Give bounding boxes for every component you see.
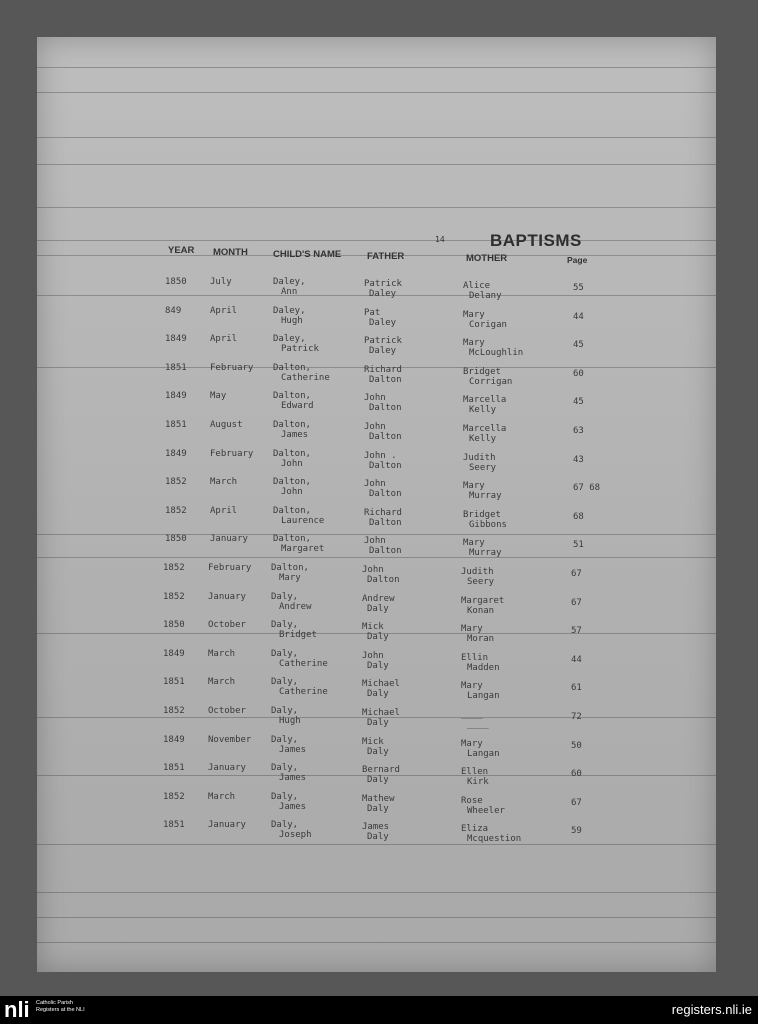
ruled-line	[37, 534, 716, 535]
mother-surname: McLoughlin	[469, 348, 524, 359]
header-child-name: CHILD'S NAME	[273, 249, 342, 260]
father-surname: Daly	[367, 689, 389, 700]
father-surname: Daly	[367, 603, 389, 614]
father-forename: Richard	[364, 364, 402, 375]
year-cell: 1850	[163, 620, 185, 631]
month-cell: August	[210, 420, 243, 430]
page-ref: 67	[571, 569, 582, 579]
ruled-line	[37, 892, 716, 893]
mother-forename: Bridget	[463, 366, 501, 377]
child-forename: James	[281, 430, 309, 440]
mother-surname: Langan	[467, 691, 500, 702]
father-surname: Daly	[367, 632, 389, 643]
header-page: Page	[567, 255, 588, 265]
father-forename: Michael	[362, 708, 400, 718]
mother-forename: Ellin	[461, 652, 489, 663]
month-cell: March	[210, 477, 238, 488]
child-forename: John	[281, 458, 303, 469]
year-cell: 1849	[163, 648, 185, 659]
year-cell: 1850	[165, 534, 187, 545]
child-surname: Daly,	[271, 791, 299, 802]
mother-surname: Murray	[469, 491, 502, 502]
year-cell: 1851	[163, 763, 185, 774]
month-cell: February	[210, 448, 254, 459]
page-ref: 43	[573, 454, 584, 465]
father-surname: Daly	[367, 803, 389, 814]
year-cell: 1849	[163, 734, 185, 745]
father-forename: Pat	[364, 307, 381, 318]
page-number: 14	[435, 235, 445, 244]
mother-surname: Seery	[469, 462, 497, 473]
father-forename: James	[362, 822, 390, 833]
register-title: BAPTISMS	[490, 231, 582, 250]
mother-forename: Mary	[463, 538, 485, 549]
month-cell: January	[208, 820, 246, 831]
mother-surname: Corrigan	[469, 376, 513, 387]
child-surname: Daly,	[271, 591, 299, 602]
page-ref: 44	[571, 654, 582, 665]
month-cell: March	[208, 677, 236, 688]
child-forename: Catherine	[279, 658, 328, 669]
child-surname: Dalton,	[273, 362, 311, 373]
child-forename: Joseph	[279, 830, 312, 841]
child-surname: Daly,	[271, 734, 299, 745]
child-surname: Daly,	[271, 706, 299, 716]
mother-forename: Judith	[461, 567, 494, 577]
child-surname: Daly,	[271, 677, 299, 688]
header-year: YEAR	[168, 245, 195, 256]
mother-forename: Mary	[463, 338, 485, 349]
month-cell: March	[208, 791, 236, 802]
mother-forename: Margaret	[461, 595, 505, 606]
child-surname: Daley,	[273, 305, 306, 316]
father-forename: Patrick	[364, 279, 402, 289]
child-surname: Daley,	[273, 334, 306, 345]
mother-surname: Kirk	[467, 777, 489, 788]
child-surname: Dalton,	[273, 391, 311, 402]
child-surname: Daly,	[271, 648, 299, 659]
mother-surname: Moran	[467, 634, 495, 645]
child-forename: Catherine	[279, 687, 328, 698]
mother-surname: Corigan	[469, 319, 507, 330]
father-surname: Dalton	[369, 432, 402, 442]
page-ref: 61	[571, 683, 582, 694]
month-cell: March	[208, 648, 236, 659]
header-month: MONTH	[213, 247, 248, 258]
month-cell: October	[208, 706, 246, 716]
year-cell: 1852	[163, 563, 185, 573]
father-surname: Daley	[369, 346, 397, 357]
father-surname: Dalton	[369, 460, 402, 471]
father-forename: Michael	[362, 679, 400, 690]
father-forename: John	[364, 422, 386, 432]
mother-surname: Konan	[467, 605, 495, 616]
year-cell: 1852	[163, 591, 185, 602]
father-forename: John	[364, 536, 386, 547]
header-father: FATHER	[367, 251, 405, 262]
ruled-line	[37, 917, 716, 918]
father-surname: Daly	[367, 746, 389, 757]
month-cell: May	[210, 391, 227, 402]
year-cell: 849	[165, 305, 182, 316]
child-surname: Daly,	[271, 820, 299, 831]
page-ref: 67	[571, 597, 582, 608]
child-forename: Hugh	[279, 716, 301, 726]
mother-surname: Mcquestion	[467, 834, 522, 845]
month-cell: January	[208, 763, 246, 774]
page-ref: 63	[573, 426, 584, 436]
year-cell: 1850	[165, 277, 187, 287]
father-surname: Daly	[367, 718, 389, 728]
father-surname: Daly	[367, 660, 389, 671]
year-cell: 1851	[165, 362, 187, 373]
mother-forename: Mary	[463, 481, 485, 492]
mother-surname: Langan	[467, 748, 500, 759]
mother-forename: Mary	[461, 681, 483, 692]
father-forename: Richard	[364, 507, 402, 518]
mother-forename: Judith	[463, 452, 496, 463]
ruled-line	[37, 92, 716, 93]
father-forename: Mick	[362, 622, 384, 633]
child-surname: Dalton,	[273, 448, 311, 459]
page-ref: 50	[571, 740, 582, 751]
father-surname: Daly	[367, 775, 389, 786]
father-surname: Dalton	[367, 575, 400, 585]
father-forename: Mathew	[362, 793, 395, 804]
mother-forename: Mary	[461, 624, 483, 635]
ruled-line	[37, 67, 716, 68]
page-ref: 51	[573, 540, 584, 551]
mother-forename: Eliza	[461, 824, 489, 835]
mother-forename: Marcella	[463, 424, 507, 434]
child-forename: John	[281, 487, 303, 498]
child-forename: Catherine	[281, 372, 330, 383]
child-surname: Daley,	[273, 277, 306, 287]
nli-logo[interactable]: nli	[4, 997, 30, 1022]
ruled-line	[37, 137, 716, 138]
year-cell: 1851	[163, 677, 185, 688]
month-cell: February	[210, 362, 254, 373]
father-forename: John	[364, 479, 386, 490]
ruled-line	[37, 717, 716, 718]
child-forename: Edward	[281, 401, 314, 412]
father-surname: Dalton	[369, 489, 402, 500]
father-forename: Mick	[362, 736, 384, 747]
mother-forename: Mary	[463, 309, 485, 320]
child-forename: Laurence	[281, 515, 325, 526]
child-forename: Mary	[279, 573, 301, 583]
father-forename: John .	[364, 450, 397, 461]
child-surname: Dalton,	[273, 420, 311, 430]
mother-surname: Kelly	[469, 434, 497, 444]
ruled-line	[37, 240, 716, 241]
child-forename: James	[279, 773, 307, 784]
father-surname: Dalton	[369, 546, 402, 557]
father-forename: John	[364, 393, 386, 404]
child-forename: Patrick	[281, 344, 319, 355]
page-ref: 67 68	[573, 483, 601, 494]
year-cell: 1849	[165, 334, 187, 345]
ruled-line	[37, 775, 716, 776]
year-cell: 1851	[163, 820, 185, 831]
year-cell: 1852	[165, 505, 187, 516]
year-cell: 1851	[165, 420, 187, 430]
mother-surname: ____	[467, 720, 489, 730]
ruled-line	[37, 164, 716, 165]
mother-surname: Gibbons	[469, 519, 507, 530]
ruled-line	[37, 255, 716, 256]
mother-forename: Ellen	[461, 767, 489, 778]
month-cell: July	[210, 277, 232, 287]
year-cell: 1849	[165, 448, 187, 459]
page-ref: 72	[571, 712, 582, 722]
logo-caption: Catholic Parish Registers at the NLI	[36, 1000, 85, 1013]
ruled-line	[37, 557, 716, 558]
year-cell: 1852	[163, 706, 185, 716]
child-forename: James	[279, 801, 307, 812]
mother-surname: Kelly	[469, 405, 497, 416]
child-surname: Dalton,	[271, 563, 309, 573]
father-surname: Dalton	[369, 374, 402, 385]
month-cell: November	[208, 734, 252, 745]
mother-forename: Mary	[461, 738, 483, 749]
father-forename: Patrick	[364, 336, 402, 347]
month-cell: April	[210, 505, 238, 516]
child-surname: Daly,	[271, 763, 299, 774]
page-ref: 67	[571, 797, 582, 808]
ruled-line	[37, 942, 716, 943]
mother-forename: Bridget	[463, 509, 501, 520]
mother-forename: Marcella	[463, 395, 507, 406]
child-surname: Dalton,	[273, 477, 311, 488]
mother-surname: Seery	[467, 577, 495, 587]
register-page	[37, 37, 716, 972]
mother-surname: Murray	[469, 548, 502, 559]
child-surname: Dalton,	[273, 505, 311, 516]
page-ref: 57	[571, 626, 582, 637]
child-surname: Dalton,	[273, 534, 311, 545]
site-link[interactable]: registers.nli.ie	[671, 1002, 752, 1017]
child-forename: James	[279, 744, 307, 755]
footer-bar	[0, 996, 758, 1024]
ruled-line	[37, 367, 716, 368]
ruled-line	[37, 207, 716, 208]
father-surname: Dalton	[369, 517, 402, 528]
mother-surname: Madden	[467, 662, 500, 673]
father-forename: Bernard	[362, 765, 400, 776]
page-ref: 44	[573, 311, 584, 322]
page-ref: 55	[573, 283, 584, 293]
page-ref: 59	[571, 826, 582, 837]
year-cell: 1849	[165, 391, 187, 402]
father-surname: Daley	[369, 317, 397, 328]
child-forename: Ann	[281, 287, 298, 297]
month-cell: October	[208, 620, 246, 631]
month-cell: April	[210, 334, 238, 345]
page-ref: 45	[573, 397, 584, 408]
child-forename: Margaret	[281, 544, 325, 555]
month-cell: February	[208, 563, 252, 573]
father-surname: Dalton	[369, 403, 402, 414]
month-cell: January	[210, 534, 248, 545]
father-surname: Daley	[369, 289, 397, 299]
mother-forename: Alice	[463, 281, 491, 291]
child-forename: Hugh	[281, 315, 303, 326]
father-forename: Andrew	[362, 593, 395, 604]
month-cell: January	[208, 591, 246, 602]
father-forename: John	[362, 565, 384, 575]
page-ref: 60	[573, 368, 584, 379]
page-ref: 60	[571, 769, 582, 780]
mother-forename: Rose	[461, 795, 483, 806]
mother-forename: ____	[461, 710, 483, 720]
father-forename: John	[362, 650, 384, 661]
page-ref: 68	[573, 511, 584, 522]
mother-surname: Delany	[469, 291, 502, 301]
ruled-line	[37, 633, 716, 634]
page-ref: 45	[573, 340, 584, 351]
year-cell: 1852	[163, 791, 185, 802]
child-forename: Andrew	[279, 601, 312, 612]
mother-surname: Wheeler	[467, 805, 505, 816]
child-surname: Daly,	[271, 620, 299, 631]
year-cell: 1852	[165, 477, 187, 488]
month-cell: April	[210, 305, 238, 316]
ruled-line	[37, 844, 716, 845]
child-forename: Bridget	[279, 630, 317, 641]
header-mother: MOTHER	[466, 253, 508, 264]
ruled-line	[37, 295, 716, 296]
father-surname: Daly	[367, 832, 389, 843]
